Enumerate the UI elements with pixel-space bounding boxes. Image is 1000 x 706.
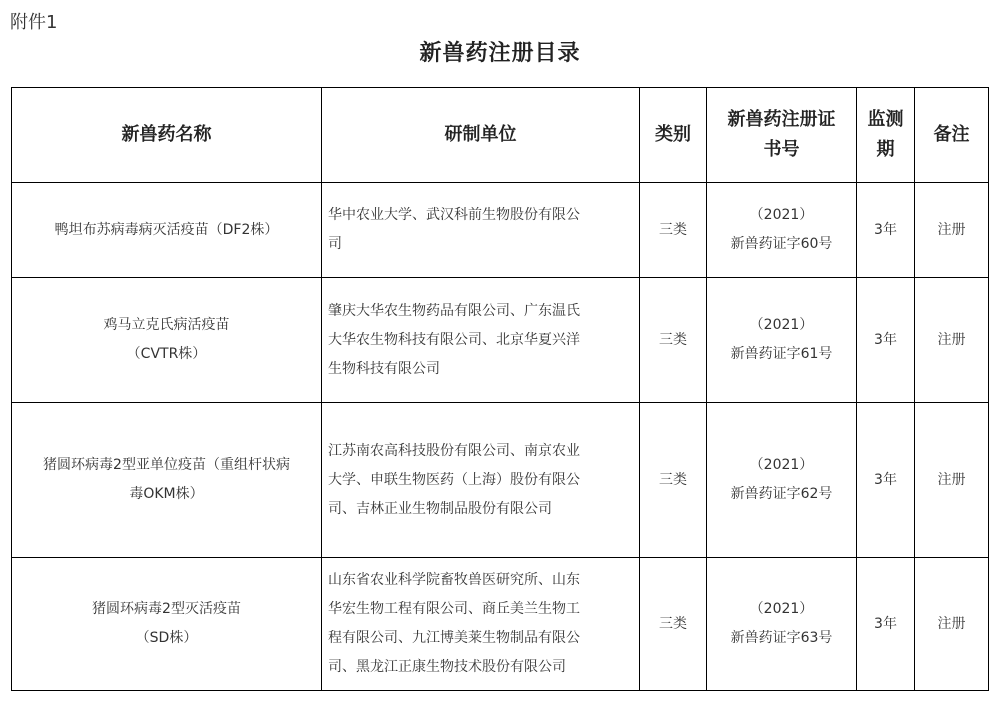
cell-name-line: 鸭坦布苏病毒病灭活疫苗（DF2株） (54, 221, 279, 238)
table-row (12, 403, 989, 558)
attachment-label: 附件1 (10, 12, 58, 33)
cell-unit-line: 大华农生物科技有限公司、北京华夏兴洋 (328, 331, 580, 348)
cell-unit-line: 肇庆大华农生物药品有限公司、广东温氏 (328, 302, 580, 319)
header-certificate-line2: 书号 (763, 139, 800, 160)
cell-unit (322, 558, 640, 691)
cell-remark: 注册 (915, 558, 989, 691)
cell-category: 三类 (640, 403, 707, 558)
cell-certificate-number: 新兽药证字60号 (730, 236, 833, 252)
header-name: 新兽药名称 (12, 88, 322, 183)
cell-name (12, 403, 322, 558)
cell-certificate-number: 新兽药证字61号 (730, 346, 833, 362)
header-certificate-line1: 新兽药注册证 (727, 109, 836, 130)
cell-unit (322, 403, 640, 558)
table-row (12, 278, 989, 403)
header-category: 类别 (640, 88, 707, 183)
cell-remark: 注册 (915, 403, 989, 558)
cell-certificate-year: （2021） (749, 317, 814, 333)
cell-name-line: 鸡马立克氏病活疫苗 (103, 317, 230, 333)
header-monitor-line1: 监测 (867, 109, 904, 130)
cell-monitor-period: 3年 (857, 183, 915, 278)
cell-unit-line: 江苏南农高科技股份有限公司、南京农业 (328, 442, 580, 459)
cell-remark: 注册 (915, 278, 989, 403)
cell-certificate (707, 183, 857, 278)
cell-certificate-year: （2021） (749, 457, 814, 473)
cell-name-line: 猪圆环病毒2型亚单位疫苗（重组杆状病 (43, 457, 290, 473)
cell-certificate-number: 新兽药证字63号 (730, 630, 833, 646)
cell-name (12, 278, 322, 403)
header-monitor-line2: 期 (876, 139, 895, 160)
header-unit: 研制单位 (322, 88, 640, 183)
header-monitor-period (857, 88, 915, 183)
cell-certificate (707, 403, 857, 558)
cell-name-line: 毒OKM株） (129, 486, 204, 502)
cell-category: 三类 (640, 278, 707, 403)
cell-certificate-year: （2021） (749, 207, 814, 223)
table-row (12, 183, 989, 278)
cell-unit (322, 278, 640, 403)
cell-unit-line: 程有限公司、九江博美莱生物制品有限公 (328, 630, 580, 646)
cell-unit-line: 大学、申联生物医药（上海）股份有限公 (328, 471, 580, 488)
cell-unit-line: 华中农业大学、武汉科前生物股份有限公 (328, 207, 580, 223)
header-certificate (707, 88, 857, 183)
header-remark: 备注 (915, 88, 989, 183)
cell-unit-line: 生物科技有限公司 (328, 360, 440, 377)
cell-name (12, 558, 322, 691)
cell-unit-line: 司 (328, 236, 342, 252)
cell-category: 三类 (640, 558, 707, 691)
cell-unit-line: 司、黑龙江正康生物技术股份有限公司 (328, 659, 566, 675)
cell-name-line: （SD株） (135, 630, 198, 646)
cell-remark: 注册 (915, 183, 989, 278)
cell-monitor-period: 3年 (857, 558, 915, 691)
cell-unit-line: 华宏生物工程有限公司、商丘美兰生物工 (328, 601, 580, 617)
cell-name-line: 猪圆环病毒2型灭活疫苗 (92, 601, 241, 617)
cell-certificate-year: （2021） (749, 601, 814, 617)
table-row (12, 558, 989, 691)
cell-unit-line: 司、吉林正业生物制品股份有限公司 (328, 500, 552, 517)
registry-table (11, 87, 989, 691)
cell-certificate (707, 278, 857, 403)
cell-unit-line: 山东省农业科学院畜牧兽医研究所、山东 (328, 572, 580, 588)
cell-certificate (707, 558, 857, 691)
cell-monitor-period: 3年 (857, 403, 915, 558)
cell-name-line: （CVTR株） (126, 346, 207, 362)
cell-certificate-number: 新兽药证字62号 (730, 486, 833, 502)
table-header-row (12, 88, 989, 183)
cell-monitor-period: 3年 (857, 278, 915, 403)
cell-name (12, 183, 322, 278)
page-title: 新兽药注册目录 (419, 41, 581, 66)
cell-unit (322, 183, 640, 278)
cell-category: 三类 (640, 183, 707, 278)
